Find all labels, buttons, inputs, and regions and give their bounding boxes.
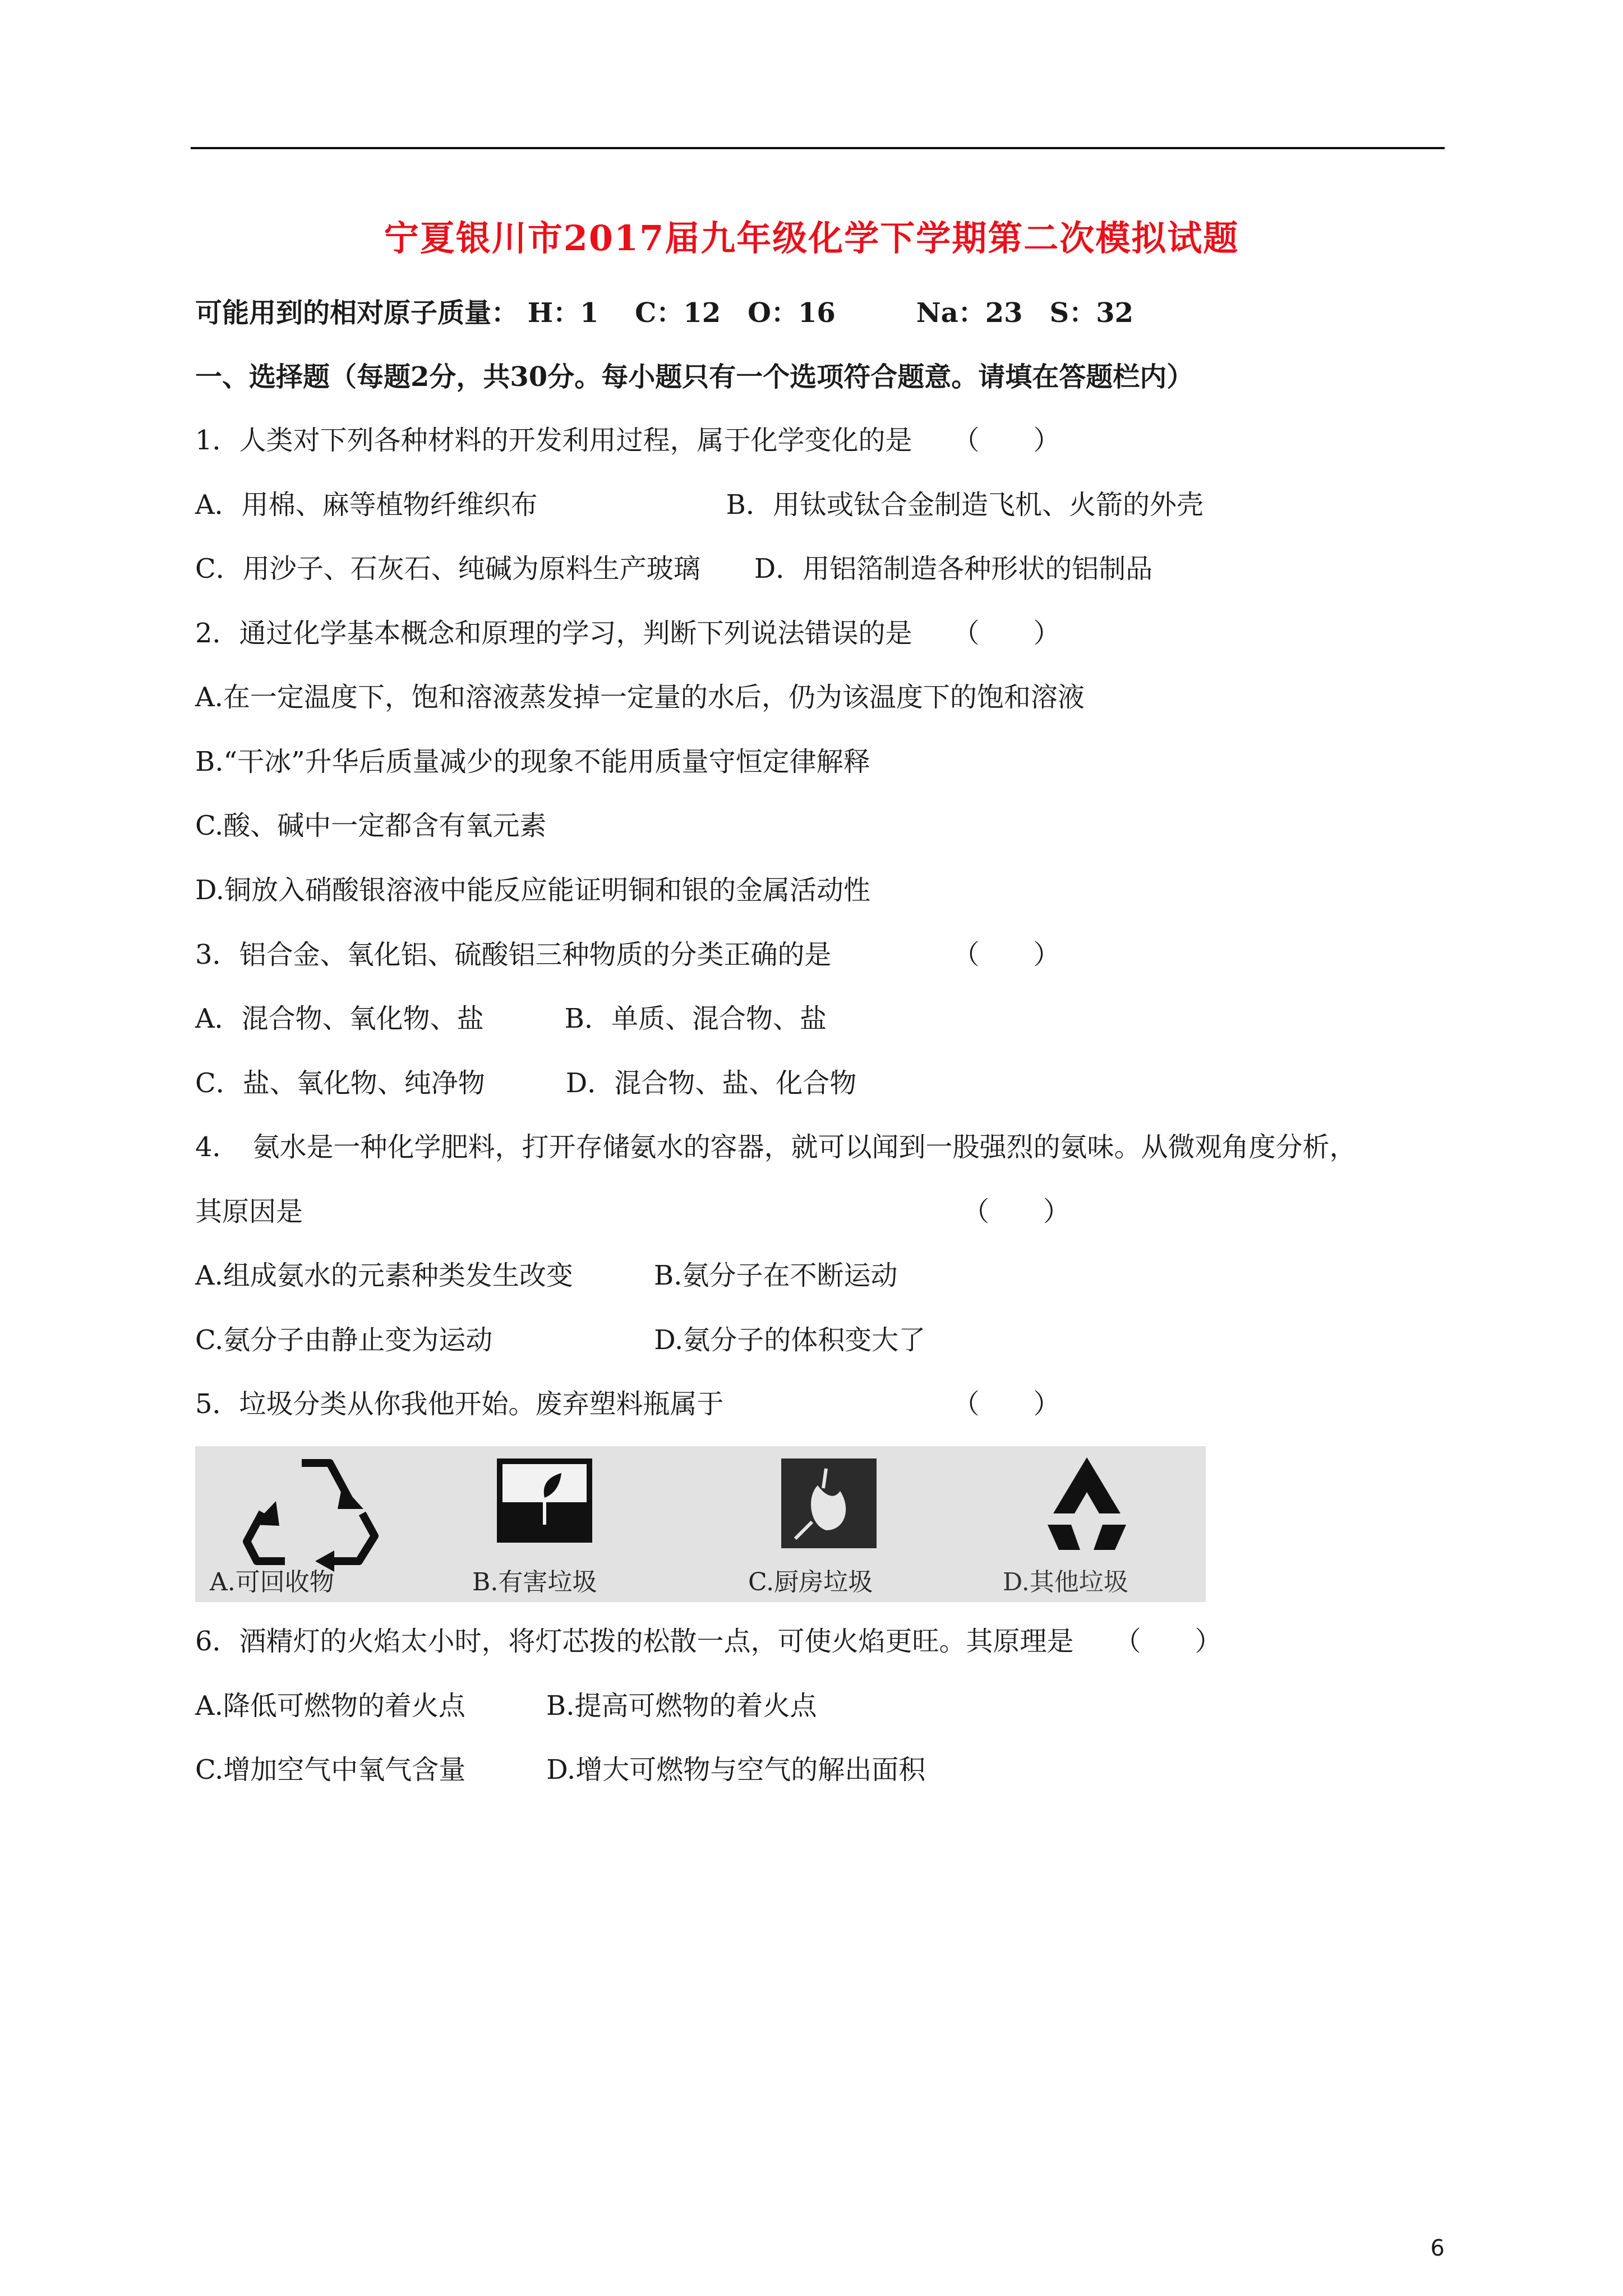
bin-option-b [463,1446,716,1602]
question-2-option-b: B.“干冰”升华后质量减少的现象不能用质量守恒定律解释 [195,746,870,777]
atomic-masses: 可能用到的相对原子质量： H：1 C：12 O：16 Na：23 S：32 [195,297,1134,329]
question-4: 4． 氨水是一种化学肥料，打开存储氨水的容器，就可以闻到一股强烈的氨味。从微观角度分析， [195,1131,1357,1163]
header-rule [191,147,1445,149]
bin-label-a: A.可回收物 [210,1568,334,1596]
bin-option-d [1003,1446,1255,1602]
question-5: 5．垃圾分类从你我他开始。废弃塑料瓶属于 （ ） [195,1388,1061,1420]
question-6-options-ab: A.降低可燃物的着火点 B.提高可燃物的着火点 [195,1690,817,1722]
question-1-options-ab: A．用棉、麻等植物纤维织布 B．用钛或钛合金制造飞机、火箭的外壳 [195,489,1204,521]
question-2-option-c: C.酸、碱中一定都含有氧元素 [195,810,547,841]
question-6-options-cd: C.增加空气中氧气含量 D.增大可燃物与空气的解出面积 [195,1754,926,1786]
question-4-options-ab: A.组成氨水的元素种类发生改变 B.氨分子在不断运动 [195,1260,898,1291]
question-3-options-ab: A．混合物、氧化物、盐 B．单质、混合物、盐 [195,1003,827,1034]
bin-label-b: B.有害垃圾 [472,1568,597,1596]
question-3-options-cd: C．盐、氧化物、纯净物 D．混合物、盐、化合物 [195,1068,857,1099]
question-4-options-cd: C.氨分子由静止变为运动 D.氨分子的体积变大了 [195,1324,926,1356]
section-heading: 一、选择题（每题2分，共30分。每小题只有一个选项符合题意。请填在答题栏内） [195,361,1194,393]
page-number: 6 [1430,2235,1445,2261]
question-1-options-cd: C．用沙子、石灰石、纯碱为原料生产玻璃 D．用铝箔制造各种形状的铝制品 [195,553,1153,585]
bin-label-c: C.厨房垃圾 [748,1568,873,1596]
question-4-continued: 其原因是 （ ） [195,1196,1071,1227]
question-3: 3．铝合金、氧化铝、硫酸铝三种物质的分类正确的是 （ ） [195,939,1061,970]
exam-title: 宁夏银川市2017届九年级化学下学期第二次模拟试题 [384,218,1239,259]
waste-bin-symbols [195,1446,1206,1602]
question-1: 1．人类对下列各种材料的开发利用过程，属于化学变化的是 （ ） [195,425,1061,456]
question-6: 6．酒精灯的火焰太小时，将灯芯拨的松散一点，可使火焰更旺。其原理是 （ ） [195,1626,1222,1657]
bin-option-a [195,1446,448,1602]
question-2-option-d: D.铜放入硝酸银溶液中能反应能证明铜和银的金属活动性 [195,875,871,906]
question-2-option-a: A.在一定温度下，饱和溶液蒸发掉一定量的水后，仍为该温度下的饱和溶液 [195,682,1085,713]
bin-option-c [734,1446,986,1602]
bin-label-d: D.其他垃圾 [1003,1568,1128,1596]
question-2: 2．通过化学基本概念和原理的学习，判断下列说法错误的是 （ ） [195,618,1061,649]
